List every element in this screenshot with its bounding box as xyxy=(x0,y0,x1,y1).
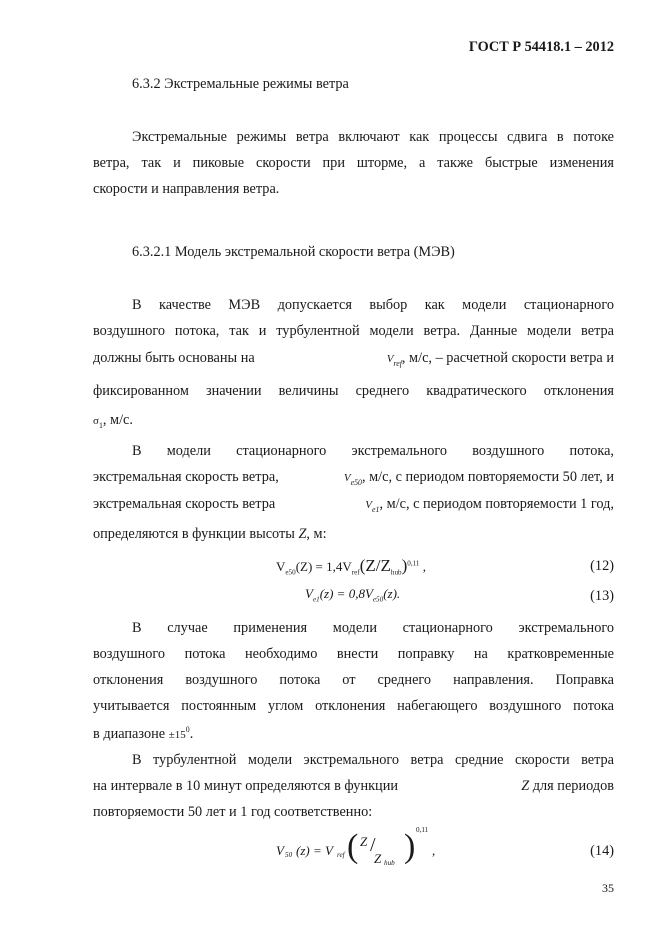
page-number: 35 xyxy=(602,881,614,895)
para4-line-5: в диапазоне $\pm 15^0$. xyxy=(93,725,194,742)
para2-line-5: $\sigma_1$, м/с. xyxy=(93,412,133,430)
para5-line-3: повторяемости 50 лет и 1 год соответственно: xyxy=(93,804,373,820)
equation-13-number: (13) xyxy=(590,588,614,604)
right-paren: ) xyxy=(404,828,416,865)
fraction-slash: / xyxy=(370,834,376,856)
section-heading: 6.3.2 Экстремальные режимы ветра xyxy=(132,76,349,92)
para5-line-2: на интервале в 10 минут определяются в функции Z для периодов xyxy=(93,778,614,794)
equation-12: $V_{e50}(Z) = 1,4V_{ref}(Z/Z_{hub})^{0,11}$ , xyxy=(276,556,426,577)
para4-line-3: отклонения воздушного потока от среднего направления. Поправка xyxy=(93,672,614,688)
para2-line-4: фиксированном значении величины среднего квадратического отклонения xyxy=(93,383,614,399)
equation-13: $V_{e1}(z) = 0,8V_{e50}(z)$. xyxy=(305,586,401,604)
equation-12-number: (12) xyxy=(590,558,614,574)
left-paren: ( xyxy=(347,828,359,865)
document-header: ГОСТ Р 54418.1 – 2012 xyxy=(468,39,614,55)
para3-line-4: определяются в функции высоты Z, м: xyxy=(93,526,327,542)
para2-line-2: воздушного потока, так и турбулентной модели ветра. Данные модели ветра xyxy=(93,323,614,339)
para4-line-4: учитывается постоянным углом отклонения набегающего воздушного потока xyxy=(93,698,614,714)
para1-line-1: Экстремальные режимы ветра включают как процессы сдвига в потоке xyxy=(132,129,614,145)
para3-line-2: экстремальная скорость ветра, $V_{e50}$, м/с, с периодом повторяемости 50 лет, и xyxy=(93,469,614,487)
subsection-heading: 6.3.2.1 Модель экстремальной скорости ветра (МЭВ) xyxy=(132,244,455,260)
para3-line-1: В модели стационарного экстремального воздушного потока, xyxy=(132,443,614,459)
para5-line-1: В турбулентной модели экстремального ветра средние скорости ветра xyxy=(132,752,614,768)
para4-line-1: В случае применения модели стационарного экстремального xyxy=(132,620,614,636)
sigma-symbol: σ xyxy=(93,415,99,427)
equation-14-number: (14) xyxy=(590,843,614,859)
para3-line-3: экстремальная скорость ветра $V_{e1}$, м/с, с периодом повторяемости 1 год, xyxy=(93,496,614,514)
para1-line-3: скорости и направления ветра. xyxy=(93,181,280,197)
para2-line-3-var: $V_{ref}$, м/с, – расчетной скорости ветра и xyxy=(386,350,614,368)
para1-line-2: ветра, так и пиковые скорости при шторме, а также быстрые изменения xyxy=(93,155,614,171)
para2-line-1: В качестве МЭВ допускается выбор как модели стационарного xyxy=(132,297,614,313)
para2-line-3 xyxy=(93,350,614,368)
para2-line-3-a: должны быть основаны на xyxy=(93,350,255,366)
para4-line-2: воздушного потока необходимо внести поправку на кратковременные xyxy=(93,646,614,662)
